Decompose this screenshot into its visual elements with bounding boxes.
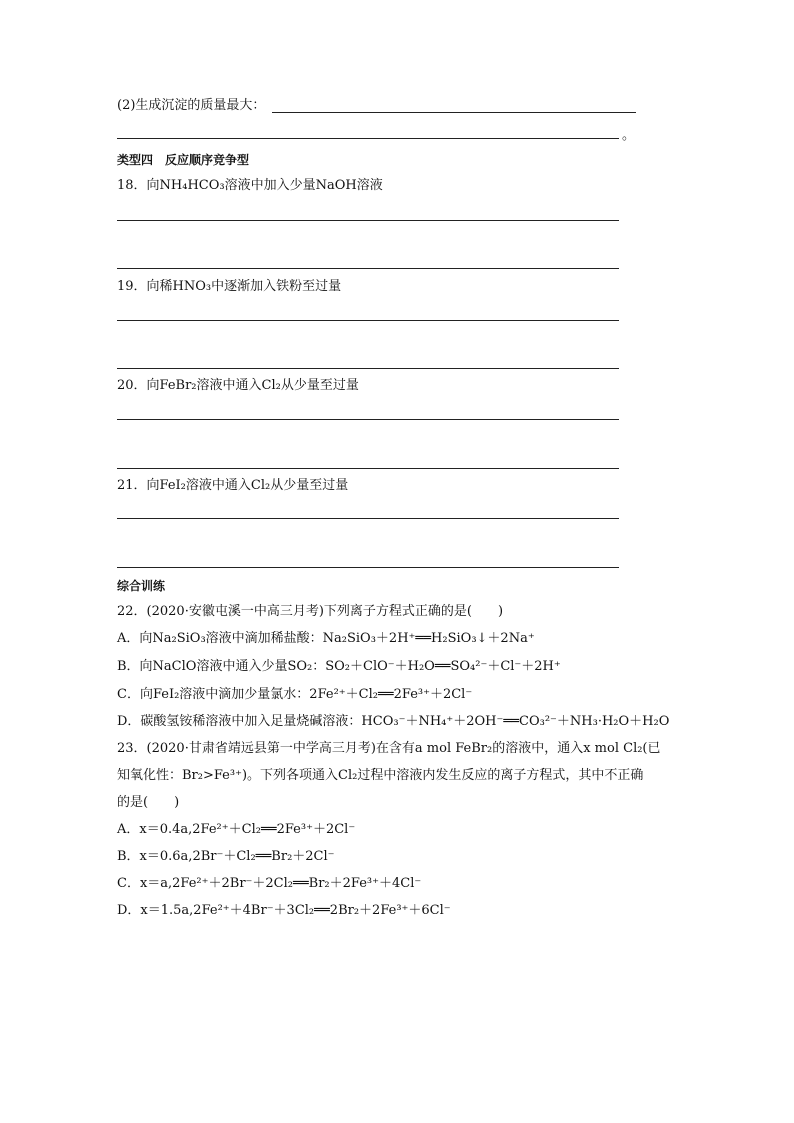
question-22-option-a[interactable]: A．向Na₂SiO₃溶液中滴加稀盐酸：Na₂SiO₃＋2H⁺══H₂SiO₃↓＋2Na⁺ (117, 631, 535, 646)
section-title: 综合训练 (117, 579, 166, 593)
answer-line[interactable] (117, 567, 619, 568)
question-22-option-b[interactable]: B．向NaClO溶液中通入少量SO₂：SO₂＋ClO⁻＋H₂O══SO₄²⁻＋Cl⁻＋2H⁺ (117, 659, 561, 674)
answer-line[interactable] (117, 368, 619, 369)
question-22-stem: 22．(2020·安徽屯溪一中高三月考)下列离子方程式正确的是( ) (117, 604, 504, 619)
question-21: 21．向FeI₂溶液中通入Cl₂从少量至过量 (117, 478, 349, 493)
question-23-option-b[interactable]: B．x＝0.6a,2Br⁻＋Cl₂══Br₂＋2Cl⁻ (117, 849, 335, 864)
answer-line[interactable] (117, 468, 619, 469)
q17-part2-label: (2)生成沉淀的质量最大： (117, 98, 266, 113)
answer-line[interactable] (117, 419, 619, 420)
question-23-option-c[interactable]: C．x＝a,2Fe²⁺＋2Br⁻＋2Cl₂══Br₂＋2Fe³⁺＋4Cl⁻ (117, 876, 422, 891)
question-23-stem-line3: 的是( ) (117, 795, 180, 810)
answer-line[interactable] (117, 138, 619, 139)
answer-line[interactable] (117, 268, 619, 269)
question-23-stem-line2: 知氧化性：Br₂>Fe³⁺)。下列各项通入Cl₂过程中溶液内发生反应的离子方程式，其中不正确 (117, 768, 644, 783)
question-23-stem-line1: 23．(2020·甘肃省靖远县第一中学高三月考)在含有a mol FeBr₂的溶液中，通入x mol Cl₂(已 (117, 741, 661, 756)
answer-line[interactable] (117, 220, 619, 221)
question-18: 18．向NH₄HCO₃溶液中加入少量NaOH溶液 (117, 178, 383, 193)
question-20: 20．向FeBr₂溶液中通入Cl₂从少量至过量 (117, 378, 359, 393)
question-22-option-d[interactable]: D．碳酸氢铵稀溶液中加入足量烧碱溶液：HCO₃⁻＋NH₄⁺＋2OH⁻══CO₃²⁻＋NH₃·H₂O＋H₂O (117, 714, 670, 729)
question-22-option-c[interactable]: C．向FeI₂溶液中滴加少量氯水：2Fe²⁺＋Cl₂══2Fe³⁺＋2Cl⁻ (117, 687, 473, 702)
question-23-option-d[interactable]: D．x＝1.5a,2Fe²⁺＋4Br⁻＋3Cl₂══2Br₂＋2Fe³⁺＋6Cl⁻ (117, 903, 451, 918)
answer-line[interactable] (117, 320, 619, 321)
end-mark: 。 (622, 128, 636, 143)
answer-line[interactable] (117, 518, 619, 519)
question-19: 19．向稀HNO₃中逐渐加入铁粉至过量 (117, 279, 342, 294)
section-title: 类型四 反应顺序竞争型 (117, 153, 250, 167)
answer-line[interactable] (272, 112, 636, 113)
question-23-option-a[interactable]: A．x＝0.4a,2Fe²⁺＋Cl₂══2Fe³⁺＋2Cl⁻ (117, 822, 356, 837)
